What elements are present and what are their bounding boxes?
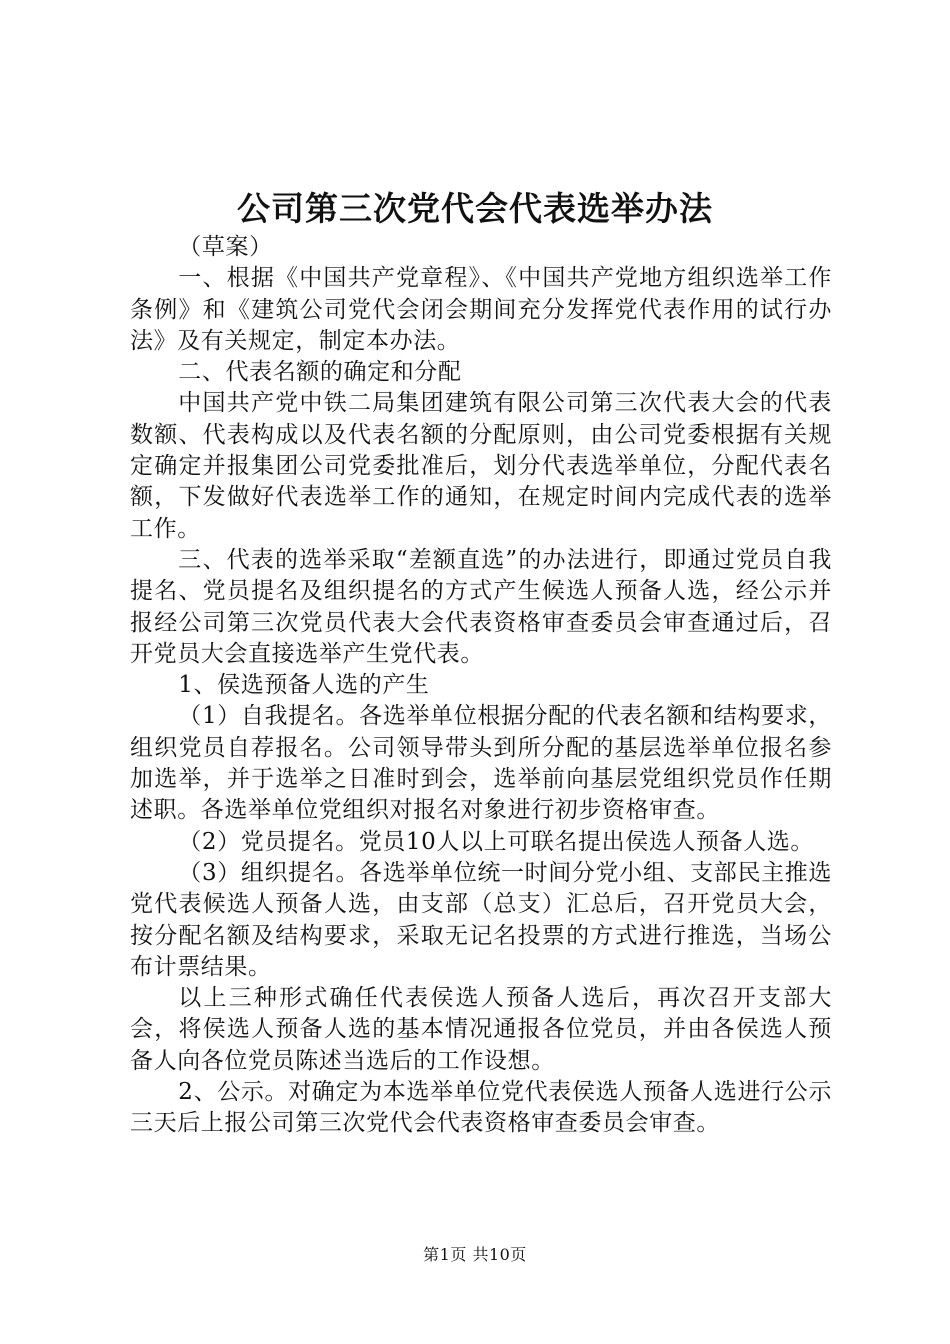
- paragraph-section-2-body: 中国共产党中铁二局集团建筑有限公司第三次代表大会的代表数额、代表构成以及代表名额的分配原则，由公司党委根据有关规定确定并报集团公司党委批准后，划分代表选举单位，分配代表名额，下发做好代表选举工作的通知，在规定时间内完成代表的选举工作。: [130, 390, 832, 542]
- paragraph-self-nomination: （1）自我提名。各选举单位根据分配的代表名额和结构要求，组织党员自荐报名。公司领导带头到所分配的基层选举单位报名参加选举，并于选举之日准时到会，选举前向基层党组织党员作任期述职。各选举单位党组织对报名对象进行初步资格审查。: [130, 703, 832, 824]
- paragraph-organization-nomination: （3）组织提名。各选举单位统一时间分党小组、支部民主推选党代表候选人预备人选，由支部（总支）汇总后，召开党员大会，按分配名额及结构要求，采取无记名投票的方式进行推选，当场公布计票结果。: [130, 859, 832, 980]
- paragraph-member-nomination: （2）党员提名。党员10人以上可联名提出侯选人预备人选。: [178, 828, 814, 855]
- paragraph-draft-note: （草案）: [178, 234, 273, 260]
- document-body: [130, 232, 832, 1140]
- paragraph-section-2-heading: 二、代表名额的确定和分配: [178, 359, 462, 386]
- page-number-footer: 第1页 共10页: [423, 1245, 527, 1264]
- paragraph-section-3: 三、代表的选举采取“差额直选”的办法进行，即通过党员自我提名、党员提名及组织提名的方式产生候选人预备人选，经公示并报经公司第三次党员代表大会代表资格审查委员会审查通过后，召开党员大会直接选举产生党代表。: [130, 546, 832, 667]
- paragraph-candidate-confirmation: 以上三种形式确任代表侯选人预备人选后，再次召开支部大会，将侯选人预备人选的基本情况通报各位党员，并由各侯选人预备人向各位党员陈述当选后的工作设想。: [130, 985, 832, 1074]
- document-title: 公司第三次党代会代表选举办法: [237, 189, 713, 228]
- paragraph-subsection-1-heading: 1、侯选预备人选的产生: [178, 672, 430, 699]
- paragraph-publicity: 2、公示。对确定为本选举单位党代表侯选人预备人选进行公示三天后上报公司第三次党代会代表资格审查委员会审查。: [130, 1079, 832, 1137]
- paragraph-section-1: 一、根据《中国共产党章程》、《中国共产党地方组织选举工作条例》和《建筑公司党代会闭会期间充分发挥党代表作用的试行办法》及有关规定，制定本办法。: [130, 265, 832, 354]
